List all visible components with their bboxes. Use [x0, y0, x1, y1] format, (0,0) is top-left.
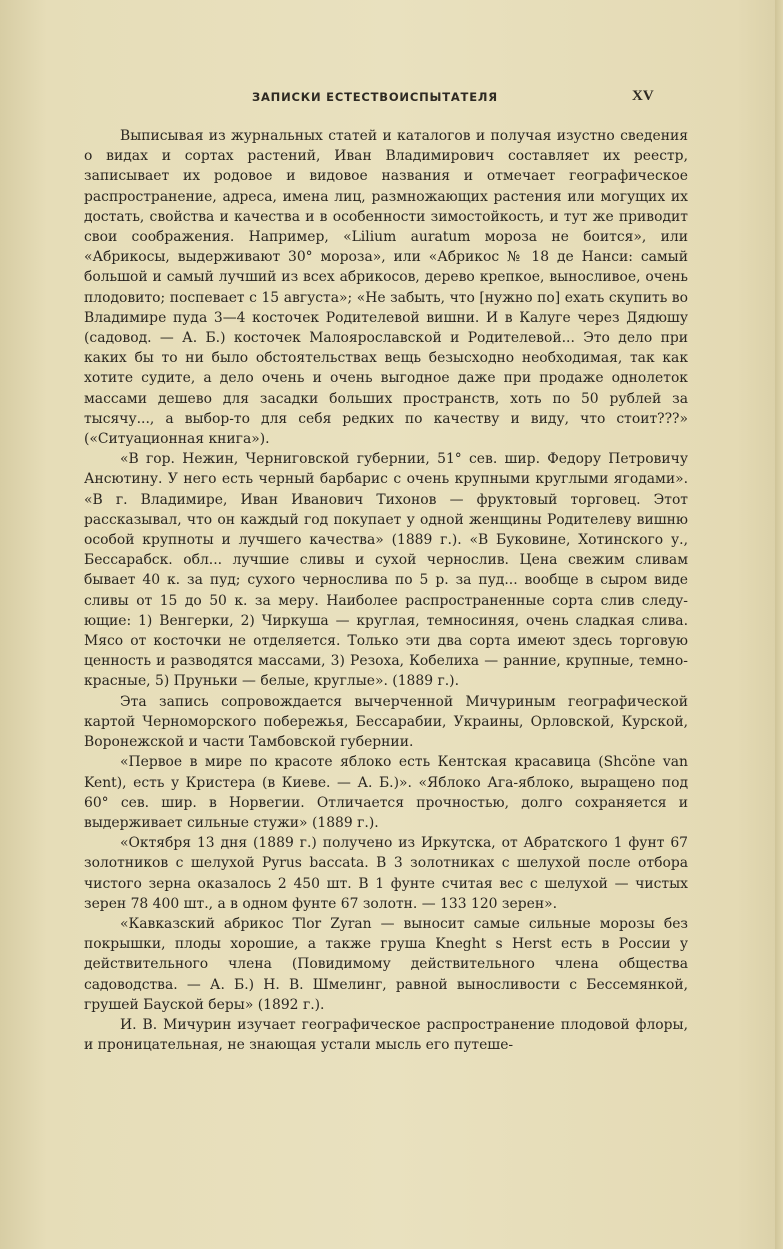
paragraph: «Первое в мире по красоте яблоко есть Кентская красавица (Shcöne van Kent), есть у Кристера (в Киеве. — А. Б.)». «Яблоко Ага-яблоко, выращено под 60° сев. шир. в Норвегии. Отличается прочностью, долго сохраняется и выдерживает сильные стужи» (1889 г.).	[84, 754, 688, 831]
paragraph: «В гор. Нежин, Черниговской губернии, 51° сев. шир. Федору Петровичу Ансютину. У него есть черный барбарис с очень крупными круглыми ягодами». «В г. Владимире, Иван Иванович Тихонов — фруктовый торговец. Этот рассказывал, что он каждый год покупает у одной женщины Родителеву вишню особой крупноты и лучшего качества» (1889 г.). «В Буковине, Хотинского у., Бессарабск. обл... лучшие сливы и сухой чернослив. Цена свежим сливам бывает 40 к. за пуд; сухого чернослива по 5 р. за пуд... вообще в сыром виде сливы от 15 до 50 к. за меру. Наиболее распространенные сорта слив следующие: 1) Венгерки, 2) Чиркуша — круглая, темносиняя, очень сладкая слива. Мясо от косточки не отделяется. Только эти два сорта имеют здесь торговую ценность и разводятся массами, 3) Резоха, Кобелиха — ранние, крупные, темно-красные, 5) Пруньки — белые, круглые». (1889 г.).	[84, 451, 688, 690]
running-header	[252, 88, 692, 110]
paragraph: «Октября 13 дня (1889 г.) получено из Иркутска, от Абратского 1 фунт 67 золотников с шелухой Pyrus baccata. В 3 золотниках с шелухой после отбора чистого зерна оказалось 2 450 шт. В 1 фунте считая вес с шелухой — чистых зерен 78 400 шт., а в одном фунте 67 золотн. — 133 120 зерен».	[84, 835, 688, 912]
page-edge	[775, 0, 783, 1249]
paragraph: И. В. Мичурин изучает географическое распространение плодовой флоры, и проницательная, не знающая устали мысль его путеше-	[84, 1016, 688, 1054]
running-header-title: ЗАПИСКИ ЕСТЕСТВОИСПЫТАТЕЛЯ	[252, 90, 498, 104]
body-text	[84, 126, 688, 1055]
paragraph: «Кавказский абрикос Tlor Zyran — выносит самые сильные морозы без покрышки, плоды хорошие, а также груша Kneght s Herst есть в России у действительного члена (Повидимому действительного члена общества садоводства. — А. Б.) Н. В. Шмелинг, равной выносливости с Бессемянкой, грушей Бауской беры» (1892 г.).	[84, 915, 688, 1013]
page-number: XV	[632, 88, 654, 104]
paragraph: Выписывая из журнальных статей и каталогов и получая изустно сведения о видах и сортах растений, Иван Владимирович составляет их реестр, записывает их родовое и видовое названия и отмечает географическое распространение, адреса, имена лиц, размножающих растения или могущих их достать, свойства и качества и в особенности зимостойкость, и тут же приводит свои соображения. Например, «Lilium auratum мороза не боится», или «Абрикосы, выдерживают 30° мороза», или «Абрикос № 18 де Нанси: самый большой и самый лучший из всех абрикосов, дерево крепкое, выносливое, очень плодовито; поспевает с 15 августа»; «Не забыть, что [нужно по] ехать скупить во Владимире пуда 3—4 косточек Родителевой вишни. И в Калуге через Дядюшу (садовод. — А. Б.) косточек Малоярославской и Родителевой... Это дело при каких бы то ни было обстоятельствах вещь безысходно необходимая, так как хотите судите, а дело очень и очень выгодное даже при продаже однолеток массами дешево для засадки больших пространств, хоть по 50 рублей за тысячу..., а выбор-то для себя редких по качеству и виду, что стоит???» («Ситуационная книга»).	[84, 128, 688, 448]
paragraph: Эта запись сопровождается вычерченной Мичуриным географической картой Черноморского побережья, Бессарабии, Украины, Орловской, Курской, Воронежской и части Тамбовской губернии.	[84, 693, 688, 751]
